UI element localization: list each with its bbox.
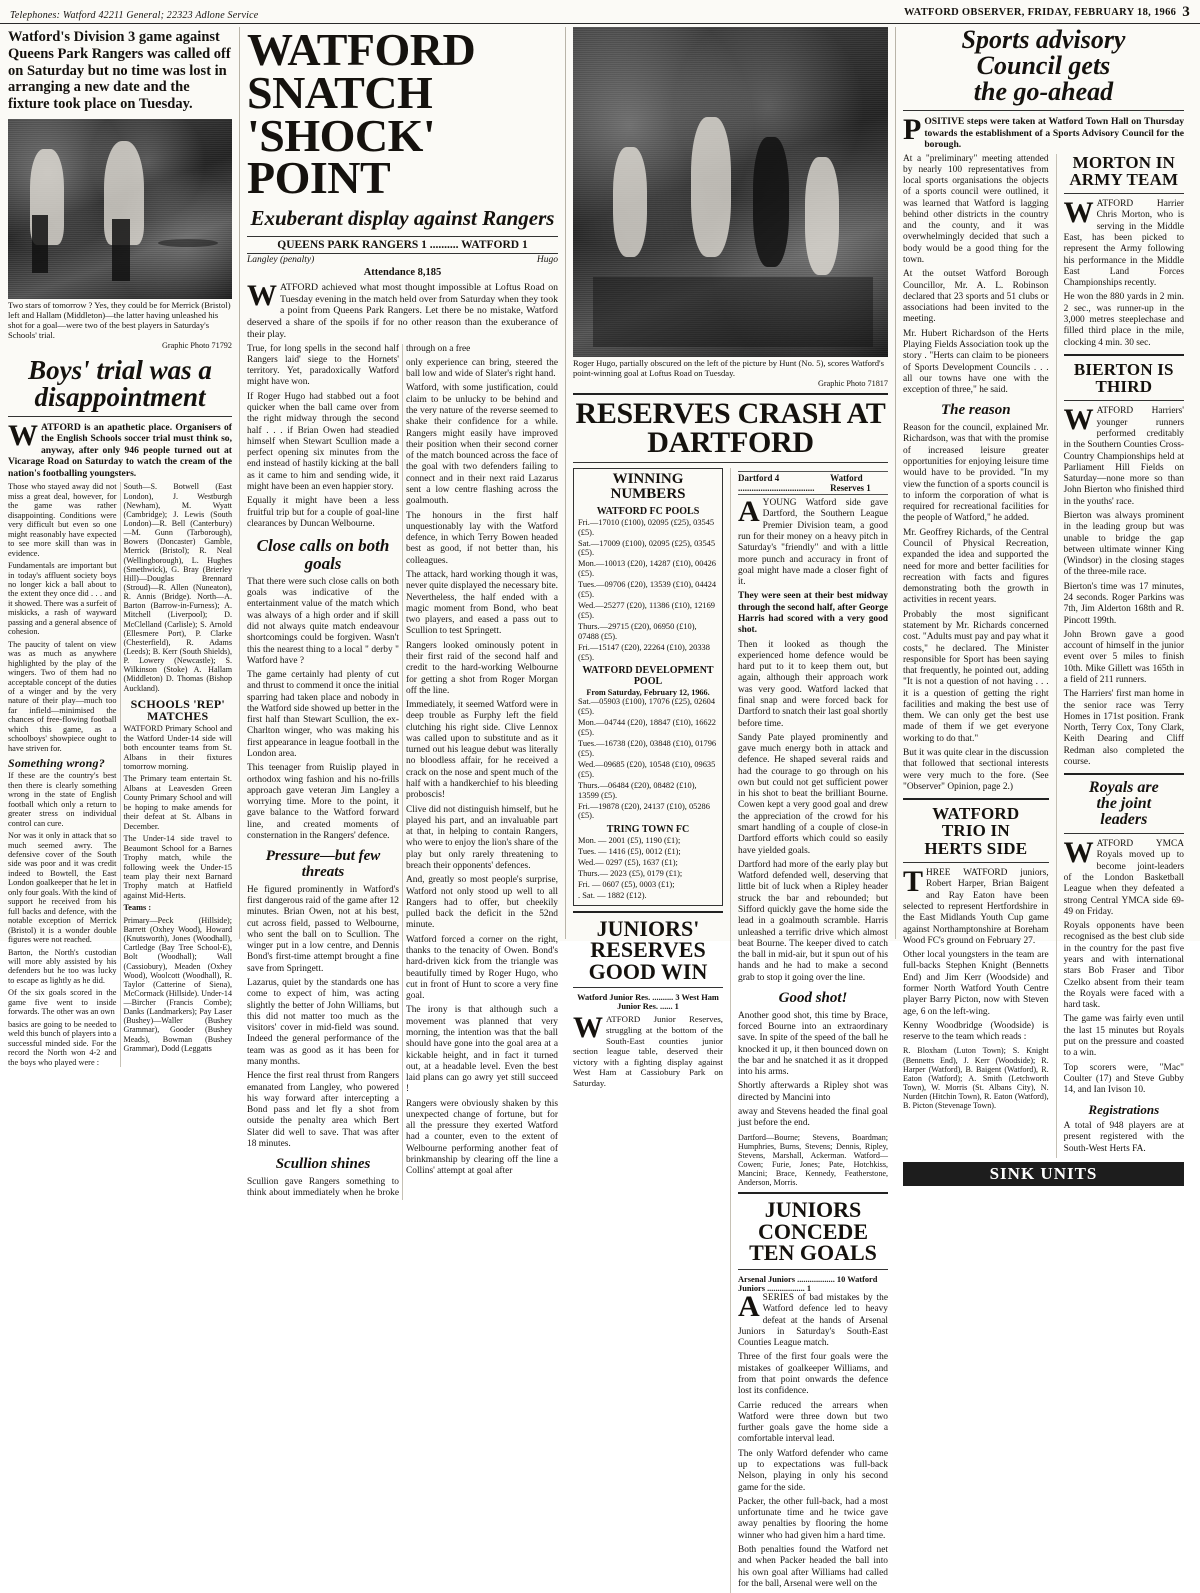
col3-right-stack (730, 468, 888, 1593)
tring-result: Mon. — 2001 (£5), 1190 (£1); (578, 836, 681, 846)
col4-trio-teams: R. Bloxham (Luton Town); S. Knight (Bennetts End), J. Kerr (Woodside); R. Harper (Watford), B. Baigent (Watford), R. Eaton (Watford); A. Smith (Letchworth Town), W. Morris (St. Albans City), N. Nurden (Hitchin Town), R. Eaton (Watford), B. Picton (Stevenage Town). (903, 1046, 1049, 1111)
pools-result: Mon.—10013 (£20), 14287 (£10), 00426 (£5). (578, 559, 716, 579)
divider-10 (903, 862, 1049, 863)
col1-photo-caption-text: Two stars of tomorrow ? Yes, they could be for Merrick (Bristol) left and Hallam (Middleton)—the latter having unleashed his shot for a goal—were two of the best players in Saturday's Schools' trial. (8, 300, 231, 340)
col2-p17: Immediately, it seemed Watford were in deep trouble as Furphy left the field clutching his right side. Clive Lennox was called upon to substitute and as it turned out his league debut was literally no bloodless affair, for he received a crack on the nose and spent much of the half with a handkerchief to his bleeding proboscis! (406, 700, 558, 801)
col2-subhead-scullion: Scullion shines (275, 1156, 371, 1173)
dev-result: Fri.—19878 (£20), 24137 (£10), 05286 (£5). (578, 801, 710, 821)
main-headline-line2: POINT (247, 152, 391, 204)
masthead (0, 0, 1200, 24)
scorer-away: Hugo (536, 254, 558, 265)
col4-p3: At the outset Watford Borough Councillor, Mr. A. L. Robinson declared that 23 sports and 51 clubs or associations had been invited to the meeting. (903, 269, 1049, 325)
col1-teams: South—S. Botwell (East London), J. Westburgh (Newham), M. Wyatt (Cambridge); J. Lewis (South London)—R. Bell (Canterbury)—M. Gunn (Tarborough), Bowers (Doncaster) Gamble, Merrick (Bristol); R. Neal (Wellingborough), L. Hughes (Smethwick), G. Bray (Brierley Hill)—Douglas Brennard (Stroud)—R. Allen (Nuneaton), R. Annis (Bridge). North—A. Barton (Barrow-in-Furness); A. Mitchell (Liverpool); D. McClelland (Carlisle); S. Arnold (Ellesmere Port), P. Clarke (Chesterfield), R. Adams (Leeds); B. Kerr (South Shields), P. Lowery (Newcastle); S. Wilkinson (Stoke) A. Hallam (Middleton) D. Thomas (Bishop Auckland). (123, 482, 232, 693)
col2-p1: WATFORD achieved what most thought impossible at Loftus Road on Tuesday evening in the match held over from Saturday when they took a point from Queens Park Rangers. Let there be no mistake, Watford deserved a share of the spoils if for no other reason than the exuberance of their play. (247, 278, 558, 340)
royals-line3: leaders (1100, 811, 1148, 829)
schools-rep-headline (124, 698, 233, 722)
col4-royals-p2: Royals opponents have been recognised as the best club side in the country for the past five years and with international stars Bob Fraser and Tibor Czelko absent from their team the Royals were faced with a hard task. (1063, 921, 1184, 1011)
col4-subhead-reason: The reason (941, 402, 1011, 419)
pools-result: Fri.—15147 (£20), 22264 (£10), 20338 (£5). (578, 642, 710, 662)
royals-line2: the joint (1096, 795, 1152, 813)
sports-council-line1: Sports advisory (961, 25, 1126, 54)
dev-result: Mon.—04744 (£20), 18847 (£10), 16622 (£5). (578, 718, 716, 738)
bierton-headline (1064, 361, 1184, 396)
col2-p9: Lazarus, quiet by the standards one has come to expect of him, was acting slightly the better of John Williams, but this did not matter too much as the visitors' cover in mid-field was sound. Indeed the general performance of the team was as good as it has been for many months. (247, 978, 399, 1068)
col3-res-p2: They were seen at their best midway through the second half, after George Harris had scored with a very good shot. (738, 591, 888, 636)
col4-morton-p2: He won the 880 yards in 2 min. 2 sec., was runner-up in the 3,000 metres steeplechase and filled third place in the mile, clocking 4 min. 30 sec. (1063, 292, 1184, 348)
juniors-concede-line1: JUNIORS (764, 1197, 862, 1223)
dev-result: Thurs.—06484 (£20), 08482 (£10), 13599 (£5). (578, 780, 697, 800)
col3-photo-caption-text: Roger Hugo, partially obscured on the left of the picture by Hunt (No. 5), scores Watford's point-winning goal at Loftus Road on Tuesday. (573, 358, 884, 378)
tring-result: Tues. — 1416 (£5), 0012 (£1); (578, 847, 681, 857)
col1-photo-caption (8, 301, 232, 350)
pools-result: Thurs.—29715 (£20), 06950 (£10), 07488 (£5). (578, 621, 697, 641)
col4-bierton-p5: The Harriers' first man home in the senior race was Terry Homes in 171st position. Frank North, Terry Cox, Tony Clark, Keith Dearing and Cliff Redman also completed the course. (1063, 689, 1184, 767)
col1-subhead-something-wrong: Something wrong? (8, 756, 105, 771)
col2-p21: The irony is that although such a movement was planned that very morning, the intention was that the ball should have gone into the goal area at a kickable height, and in fact it turned out, at a headable level. Even the best laid plans can go awry yet still succeed ! (406, 1005, 558, 1095)
col1-p9: basics are going to be needed to weld this bunch of players into a successful minded side. For the record the North won 4-2 and the boys who played were : (8, 1019, 117, 1067)
registrations-headline: Registrations (1088, 1102, 1160, 1118)
sports-council-headline (903, 27, 1184, 105)
tring-result: Thurs.— 2023 (£5), 0179 (£1); (578, 869, 683, 879)
column-4 (896, 25, 1184, 1183)
col4-trio-p2: Other local youngsters in the team are full-backs Stephen Knight (Bennetts End) and Jim Kerr (Woodside) and former North Watford Youth Centre player Barry Picton, now with Steven age, 6 on the left-wing. (903, 950, 1049, 1017)
royals-headline (1064, 780, 1184, 828)
col4-reg-p: A total of 948 players are at present registered with the South-West Herts FA. (1063, 1121, 1184, 1154)
sports-council-line3: the go-ahead (973, 77, 1114, 106)
reserves-score-away: Watford Reserves 1 (830, 473, 871, 494)
col2-p20: Watford forced a corner on the right, thanks to the tenacity of Owen. Bond's hard-driven kick from the triangle was beautifully timed by Roger Hugo, who cut in front of Hunt to score a very fine goal. (406, 934, 558, 1002)
page-number: 3 (1182, 4, 1190, 20)
goal-photo-player-4 (805, 157, 839, 275)
col1-teams-label: Teams : (123, 903, 152, 913)
col4-trio-p1: THREE WATFORD juniors, Robert Harper, Brian Baigent and Ray Eaton have been selected to represent Hertfordshire in the East Midlands Youth Cup game against Northamptonshire at Boreham Wood FC's ground on February 27. (903, 865, 1049, 946)
photo-figure-right-legs (112, 219, 130, 281)
col3-res-p6: Another good shot, this time by Brace, forced Bourne into an extraordinary save. In spite of the speed of the ball he knocked it up, it then bounced down on the bar and he snatched it as it dropped into his arms. (738, 1010, 888, 1078)
col2-p8: He figured prominently in Watford's first dangerous raid of the game after 12 minutes. Brian Owen, not at his best, cut across field, passed to Welbourne, who sent the ball on to Scullion. The winger put in a low centre, and Dennis Bond's first-time attempt brought a fine save from Springett. (247, 884, 399, 974)
col1-teams2: Primary—Peck (Hillside); Barrett (Oxhey Wood), Howard (Knutsworth), Jones (Woodhall), Cartledge (Bay Tree School-E), Bolt (Woodhall); Wall (Cassiobury), Meaden (Oxhey Wood), Woolcott (Woodhall), R. Taylor (Catterine of Siena), McCormack (Hillside). Under-14—Bircher (Francis Combe); Danks (Landmarkers); Pay Laser (Bushey)—Waller (Bushey Grammar), Gooder (Bushey Meads), Bowman (Bushey Grammar), Dodd (Leggatts (123, 915, 232, 1053)
col2-subhead-close-calls: Close calls on both goals (256, 536, 390, 573)
col4-p5: Reason for the council, explained Mr. Richardson, was that with the promise of increased leisure greater opportunities for enjoying leisure time would have to be provided. "In my view the function of a sports council is to inform the corporation of what is required for recreational facilities for the people of Watford," he added. (903, 423, 1049, 524)
col2-p22: Rangers were obviously shaken by this unexpected change of fortune, but for all the pressure they exerted Watford had a counter, even to the extent of Welbourne performing another feat of brinkmanship by clearing off the line a Collins' attempt at goal after (406, 1098, 558, 1177)
juniors-concede-headline (738, 1199, 888, 1264)
divider-5 (573, 987, 723, 988)
col1-p7: Barton, the North's custodian will more ably assisted by his defenders but he too was lucky to escape as lightly as he did. (8, 947, 117, 985)
col3-jun-p2: Three of the first four goals were the mistakes of goalkeeper Williams, and from that point onwards the defence lost its confidence. (738, 1352, 888, 1397)
watford-trio-line3: HERTS SIDE (924, 838, 1028, 858)
col2-p19: And, greatly so most people's surprise, Watford not only stood up well to all Rangers had to offer, but cheekily pulled back the deficit in the 52nd minute. (406, 875, 558, 931)
reserves-headline-line2: DARTFORD (647, 425, 814, 459)
morton-line2: ARMY TEAM (1069, 169, 1179, 189)
col1-p8: Of the six goals scored in the game five went to inside forwards. The other was an own (8, 988, 117, 1017)
column-1 (8, 27, 240, 1067)
main-headline (247, 24, 558, 204)
bierton-line2: THIRD (1095, 377, 1153, 397)
divider-4 (573, 911, 723, 913)
pools-result: Sat.—17009 (£100), 02095 (£25), 03545 (£5). (578, 538, 716, 558)
juniors-reserves-headline-text: JUNIORS' RESERVES GOOD WIN (588, 915, 708, 984)
watford-trio-line2: TRIO IN (941, 821, 1010, 841)
col2-p4: Equally it might have been a less fruitful trip but for a couple of goal-line clearances by Duncan Welbourne. (247, 496, 399, 529)
pools-title: WINNING NUMBERS (610, 471, 686, 503)
col1-s3: The Under-14 side travel to Beaumont School for a Barnes Trophy match, while the following week the Under-15 team play their next Barnard Trophy match at Hatfield against Mid-Herts. (123, 834, 232, 900)
royals-line1: Royals are (1088, 779, 1159, 797)
watford-trio-line1: WATFORD (932, 804, 1020, 824)
morton-line1: MORTON IN (1072, 152, 1176, 172)
column-3 (566, 27, 896, 1589)
col1-photo-credit: Graphic Photo 71792 (161, 340, 232, 350)
col3-res-p4: Sandy Pate played prominently and gave much energy both in attack and defence. He shaped several raids and had the courage to go through on his own but could not get sufficient power in his shot to beat the brilliant Bourne. Cowen kept a very good goal and drew the appreciation of the crowd for his smart handling of a couple of close-in Dartford efforts which could so easily have yielded goals. (738, 732, 888, 856)
goal-photo-player-2 (691, 117, 731, 257)
col4-royals-p3: The game was fairly even until the last 15 minutes but Royals put on the pressure and coasted to a win. (1063, 1014, 1184, 1059)
attendance: Attendance 8,185 (363, 266, 442, 278)
col4-split (903, 154, 1184, 1158)
dev-result: Wed.—09685 (£20), 10548 (£10), 09635 (£5). (578, 759, 716, 779)
col2-p2: True, for long spells in the second half Rangers laid' siege to the Hornets' territory. Yet, paradoxically Watford might have won. (247, 343, 399, 388)
sports-council-line2: Council gets (976, 51, 1111, 80)
juniors-reserves-headline (573, 915, 723, 984)
pools-subtitle: WATFORD FC POOLS (596, 505, 700, 517)
divider-7 (738, 1269, 888, 1270)
tring-title: TRING TOWN FC (606, 824, 690, 836)
col4-p2: At a "preliminary" meeting attended by nearly 100 representatives from local sports organisations the objects of a sports council were outlined, it was learned that Watford is lagging behind other districts in the country and the county, and it was overwhelmingly decided that such a body would be a good thing for the town. (903, 153, 1049, 266)
col2-p10: Hence the first real thrust from Rangers emanated from Langley, who powered his way forward after intercepting a Bond pass and let fly a shot from outside the penalty area which Bert Slater did well to save. That was after 18 minutes. (247, 1071, 399, 1149)
col1-body (8, 482, 232, 1067)
col2-p5: That there were such close calls on both goals was indicative of the entertainment value of the match which was always of a high order and if skill did not always quite match endeavour shortcomings could be forgiven. Wasn't this the nearest thing to a local " derby " Watford have ? (247, 576, 399, 666)
dev-pool-title: WATFORD DEVELOPMENT POOL (582, 665, 714, 688)
col1-p6: Nor was it only in attack that so much seemed awry. The defensive cover of the South side was poor and it was credit indeed to Bowtell, the East London goalkeeper that he let in only four goals. With the kind of support he received from his full backs and defence, with the notable exception of Merrick (Bristol) it is a wonder double figures were not reached. (8, 831, 117, 945)
divider-11 (1064, 193, 1184, 194)
boys-trial-headline (8, 354, 232, 412)
col1-p2: Those who stayed away did not miss a great deal, however, for the game was rather disappointing. Conditions were very difficult but even so one might reasonably have expected to see more skill than was in evidence. (8, 482, 117, 558)
col4-right (1056, 154, 1184, 1158)
scorer-home: Langley (penalty) (247, 254, 315, 265)
pools-result: Tues.—09706 (£20), 13539 (£10), 04424 (£5). (578, 580, 717, 600)
reserves-headline-line1: RESERVES CRASH AT (575, 397, 886, 431)
col3-res-p3: Then it looked as though the experienced home defence would be hard put to it to keep them out, but again, although their approach work was very good. Watford lacked that final snap and were forced back for Dartford to snatch their last goal shortly before time. (738, 639, 888, 729)
col4-p1: POSITIVE steps were taken at Watford Town Hall on Thursday towards the establishment of a Sports Advisory Council for the borough. (903, 113, 1184, 150)
col3-jun-p4: The only Watford defender who came up to expectations was full-back Nelson, playing in only his second game for the side. (738, 1448, 888, 1493)
reserves-scoreline (738, 471, 888, 495)
dev-result: Sat.—05903 (£100), 17076 (£25), 02604 (£5). (578, 697, 716, 717)
col3-subhead-good-shot: Good shot! (778, 989, 848, 1006)
pools-panel (573, 468, 723, 906)
col3-photo-credit: Graphic Photo 71817 (817, 378, 888, 388)
main-subhead (247, 208, 558, 230)
divider-13 (1064, 400, 1184, 401)
pools-result: Fri.—17010 (£100), 02095 (£25), 03545 (£5). (578, 517, 715, 537)
col4-royals-p4: Top scorers were, "Mac" Coulter (17) and Steve Gubby 14, and Ian Ivison 10. (1063, 1062, 1184, 1096)
col4-p6: Mr. Geoffrey Richards, of the Central Council of Physical Recreation, expanded the idea and supported the need for more and better facilities for recreation with facts and figures demonstrating both the growth in activities in recent years. (903, 527, 1049, 606)
col3-photo-caption (573, 359, 888, 388)
divider-14 (1064, 773, 1184, 775)
watford-trio-headline (903, 805, 1049, 857)
col4-bierton-p4: John Brown gave a good account of himself in the junior event over 5 miles to finish 10th. Mike Gillett was 165th in a field of 211 runners. (1063, 629, 1184, 685)
col1-p3: Fundamentals are important but in today's affluent society boys no longer kick a ball about to the extent they once did . . . and it showed. There was a surfeit of miskicks, a rash of wayward passing and a general absence of cohesion. (8, 561, 117, 637)
column-2 (240, 24, 566, 1199)
goal-photo-player-1 (613, 147, 647, 257)
col3-jun-p6: Both penalties found the Watford net and when Packer headed the ball into his own goal after Williams had called for the ball, Arsenal were well on the (738, 1544, 888, 1589)
reserves-headline (573, 397, 888, 459)
boys-trial-headline-text: Boys' trial was a disappointment (28, 354, 212, 412)
col2-p16: Rangers looked ominously potent in their first raid of the second half and credit to the hard-working Welbourne for getting a shot from Roger Morgan off the line. (406, 640, 558, 696)
col3-lower (573, 468, 888, 1593)
bierton-line1: BIERTON IS (1073, 359, 1174, 379)
col2-p3: If Roger Hugo had stabbed out a foot quicker when the ball came over from the right midway through the second half . . . if Brian Owen had steadied himself when Stewart Scullion made a perfect opening six minutes from the end instead of hastily kicking at the ball as it came to him and sending wide, it might have been an even happier story. (247, 391, 399, 493)
col3-res-teams: Dartford—Bourne; Stevens, Boardman; Humphries, Burns, Stevens; Dennis, Ripley, Stevens, Marshall, Ackerman. Watford—Cowen; Furie, Jones; Pate, Hotchkiss, Mancini; Brace, Kennedy, Featherstone, Anderson, Morris. (738, 1132, 888, 1188)
tring-result: Wed.— 0297 (£5), 1637 (£1); (578, 858, 678, 868)
pools-results (578, 518, 718, 663)
col2-p18: Clive did not distinguish himself, but he played his part, and an invaluable part at that, in helping to contain Rangers, who were to enjoy the lion's share of the play but only rarely threatening to breach their opponents' defences. (406, 804, 558, 872)
dev-pool-subtitle: From Saturday, February 12, 1966. (586, 688, 710, 698)
col1-s1: WATFORD Primary School and the Watford Under-14 side will both encounter teams from St. Albans in their fixtures tomorrow morning. (123, 724, 232, 771)
schools-trial-photo (8, 119, 232, 299)
divider-6 (738, 1192, 888, 1194)
divider-3 (573, 462, 888, 463)
col3-res-p8: away and Stevens headed the final goal just before the end. (738, 1106, 888, 1129)
morton-headline (1064, 154, 1184, 189)
main-headline-line1: WATFORD SNATCH 'SHOCK' (247, 24, 476, 161)
col4-royals-p1: WATFORD YMCA Royals moved up to become joint-leaders of the London Basketball League when they defeated a strong Central YMCA side 69-49 on Friday. (1063, 836, 1184, 917)
col4-morton-p1: WATFORD Harrier Chris Morton, who is serving in the Middle East, has been picked to represent the Army following his performance in the Middle East Land Forces Championships recently. (1063, 196, 1184, 289)
col1-p5: If these are the country's best then there is clearly something wrong in the state of English football which only a return to greater stress on individual control can cure. (8, 771, 117, 828)
schools-rep-headline-text: SCHOOLS 'REP' MATCHES (130, 696, 225, 723)
dev-pool-results (578, 697, 718, 821)
masthead-publication (904, 4, 1190, 21)
col1-s2: The Primary team entertain St. Albans at Leavesden Green County Primary School and will be hoping to make amends for their defeat at St. Albans in December. (123, 774, 232, 831)
col4-left (903, 154, 1049, 1158)
tring-result: . Sat. — 1882 (£12). (578, 890, 647, 900)
juniors-reserves-body: WATFORD Junior Reserves, struggling at the bottom of the South-East counties junior section league table, deserved their victory with a fighting display against West Ham at Cassiobury Park on Saturday. (573, 1011, 723, 1088)
dev-result: Tues.—16738 (£20), 03848 (£10), 01796 (£5). (578, 739, 717, 758)
goal-photo-player-3 (753, 137, 789, 267)
tring-result: Fri. — 0607 (£5), 0003 (£1); (578, 879, 675, 889)
col3-jun-p1: ASERIES of bad mistakes by the Watford defence led to heavy defeat at the hands of Arsenal Juniors in Saturday's South-East Counties League match. (738, 1290, 888, 1349)
col2-p12: only experience can bring, steered the ball low and wide of Slater's right hand. (406, 357, 558, 380)
goal-photo-pitch (593, 277, 873, 347)
masthead-publication-text: WATFORD OBSERVER, FRIDAY, FEBRUARY 18, 1966 (904, 7, 1177, 18)
col4-bierton-p2: Bierton was always prominent in the leading group but was unable to bridge the gap between ultimate winner King (Windsor) in the closing stages of the three-mile race. (1063, 511, 1184, 578)
col3-left-stack (573, 468, 723, 1593)
divider-15 (1064, 833, 1184, 834)
juniors-concede-line2: CONCEDE (757, 1218, 868, 1244)
col2-p7: This teenager from Ruislip played in orthodox wing fashion and his no-frills approach gave veteran Jim Langley a worrying time. More to the point, it gave balance to the Watford forward line, and created moments of consternation in the Rangers' defence. (247, 763, 399, 842)
reserves-score-home: Dartford 4 .................................. (738, 473, 815, 494)
juniors-concede-line3: TEN GOALS (749, 1240, 877, 1266)
col3-jun-p3: Carrie reduced the arrears when Watford were three down but two further goals gave the home side a comfortable interval lead. (738, 1400, 888, 1445)
col1-p4: The paucity of talent on view was as much as anywhere highlighted by the play of the wingers. Two of them had no acceptable concept of the duties of a winger and by the very nature of their play—much too far infield—minimised the chances of free-flowing football which this game, as a schoolboys' showpiece ought to have striven for. (8, 639, 117, 753)
col2-p11: Scullion gave Rangers something to think about immediately when he broke through on a free (247, 343, 471, 1199)
col3-res-p1: AYOUNG Watford side gave Dartford, the Southern League Premier Division team, a good run for their money on a heavy pitch in Saturday's "friendly" and with a little more punch and accuracy in front of goal might have made a closer fight of it. (738, 495, 888, 588)
col2-p14: The honours in the first half unquestionably lay with the Watford defence, in which Terry Bowen headed best as good, if not better than, his colleagues. (406, 510, 558, 566)
col4-trio-p3: Kenny Woodbridge (Woodside) is reserve to the team which reads : (903, 1020, 1049, 1043)
col3-res-p5: Dartford had more of the early play but Watford defended well, deserving that little bit of luck when a Ripley header struck the bar and rebounded; but Sifford quickly gave the home side the lead in a goalmouth scramble. Harris unleashed a terrific drive which almost beat Bourne. The keeper dived to catch the ball in mid-air, but it spun out of his hands and he had to make a second grab to stop it going over the line. (738, 859, 888, 983)
pools-result: Wed.—25277 (£20), 11386 (£10), 12169 (£5). (578, 601, 715, 620)
juniors-score: Arsenal Juniors .................. 10 Watford Juniors .................. 1 (738, 1275, 878, 1294)
col1-p1: WATFORD is an apathetic place. Organisers of the English Schools soccer trial must think so, anyway, after only 946 people turned out at Vicarage Road on Saturday to watch the cream of the nation's footballing youngsters. (8, 418, 232, 479)
divider-8 (903, 110, 1184, 111)
columns-wrapper (0, 24, 1200, 1589)
col4-p7: Probably the most significant statement by Mr. Richards concerned cost. "Adults must pay and pay what it costs," he declared. The Minister responsible for Sport has been saying that frequently, he pointed out, adding "It is not a question of not having . . . it is a question of getting the right facilities and making the best use of them. We can only get the best use made of them if we get everyone working to do that." (903, 609, 1049, 744)
sink-units-ad: SINK UNITS (903, 1162, 1184, 1186)
col4-p8: But it was quite clear in the discussion that followed that sectional interests were very much to the fore. (See "Observer" Opinion, page 2.) (903, 748, 1049, 792)
juniors-reserves-score: Watford Junior Res. .......... 3 West Ham Junior Res. ...... 1 (577, 993, 719, 1012)
col2-body (247, 344, 558, 1200)
col4-bierton-p1: WATFORD Harriers' younger runners performed creditably in the Southern Counties Cross-Country Championships held at Parliament Hill Fields on Saturday—none more so than John Bierton who finished third in the youths' race. (1063, 403, 1184, 507)
match-scoreline: QUEENS PARK RANGERS 1 .......... WATFORD 1 (247, 236, 558, 254)
col2-subhead-pressure: Pressure—but few threats (265, 848, 381, 881)
col2-p15: The attack, hard working though it was, never quite displayed the necessary bite. Nevertheless, the half ended with a magic moment from Bond, who beat two players, and eased a pass out to Scullion to test Springett. (406, 569, 558, 637)
photo-figure-left-legs (32, 215, 48, 273)
main-subhead-text: Exuberant display against Rangers (250, 206, 555, 231)
col4-p4: Mr. Hubert Richardson of the Herts Playing Fields Association took up the story . "Herts can claim to be pioneers of Sports Development Councils . . . all our towns have one with the exception of three," he said. (903, 328, 1049, 396)
col3-res-p7: Shortly afterwards a Ripley shot was directed by Mancini into (738, 1081, 888, 1103)
col2-p6: The game certainly had plenty of cut and thrust to commend it once the initial sparring had taken place and nobody in the Watford side showed up better in the first half than Stewart Scullion, the ex-Charlton winger, who was making his first appearance in league football in the London area. (247, 670, 399, 760)
col2-p13: Watford, with some justification, could claim to be unlucky to be behind and the very nature of the reverse seemed to shake their confidence for a while. Rangers might easily have improved their position when their second corner of the match bounced across the face of the goal with two defenders failing to connect and in their next raid Lazarus sent a low centre flashing across the goalmouth. (406, 383, 558, 507)
match-scorers (247, 254, 558, 267)
divider-9 (903, 798, 1049, 800)
col3-jun-p5: Packer, the other full-back, had a most unfortunate time and he twice gave away penalties by flooring the home winner who had given him a hard time. (738, 1496, 888, 1541)
divider (8, 416, 232, 417)
divider-2 (573, 393, 888, 395)
divider-12 (1064, 354, 1184, 356)
masthead-telephones: Telephones: Watford 42211 General; 22323 Adlone Service (10, 10, 259, 21)
col4-bierton-p3: Bierton's time was 17 minutes, 24 seconds. Roger Parkins was 7th, Jim Alderton 168th and R. Pincott 199th. (1063, 581, 1184, 626)
tring-results (578, 836, 718, 900)
goal-photo (573, 27, 888, 357)
col1-lead: Watford's Division 3 game against Queens Park Rangers was called off on Saturday but no time was lost in arranging a new date and the fixture took place on Tuesday. (8, 29, 231, 113)
